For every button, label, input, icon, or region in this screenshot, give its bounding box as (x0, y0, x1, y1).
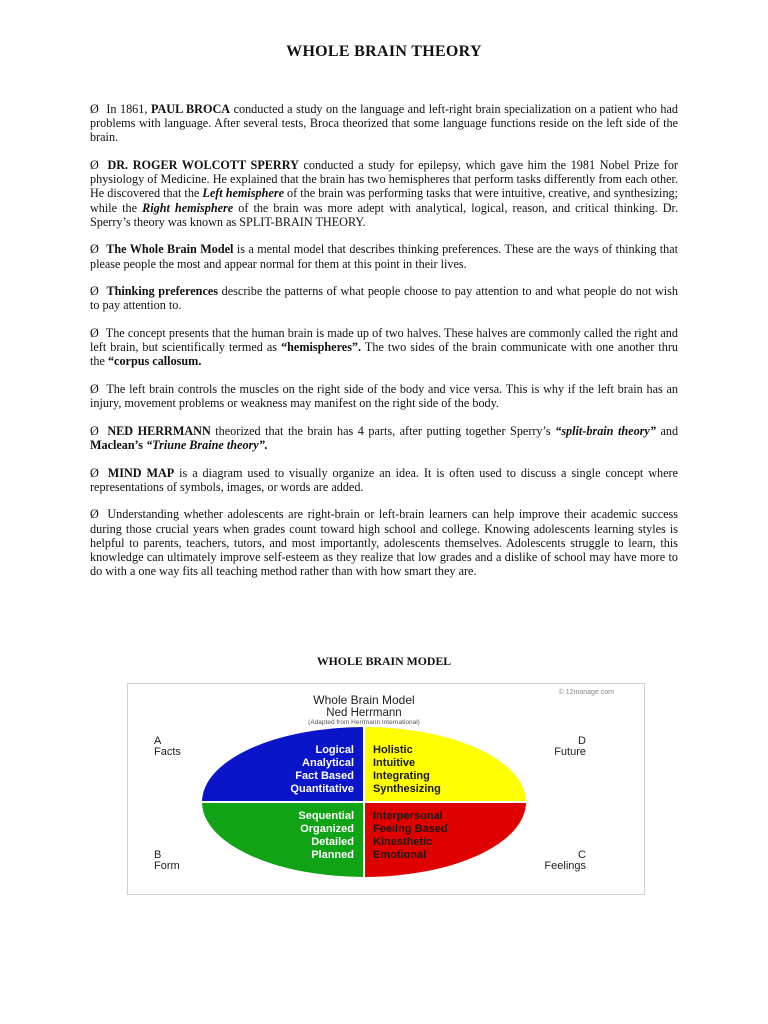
bullet-icon: Ø (90, 102, 99, 116)
quadrant-c-item: Interpersonal (373, 810, 443, 822)
paragraph-herrmann: Ø NED HERRMANN theorized that the brain has 4 parts, after putting together Sperry’s “split-brain theory” and Maclean’s “Triune Braine theory”. (90, 423, 679, 452)
quadrant-b-item: Detailed (311, 836, 354, 848)
paragraph-hemispheres: Ø The concept presents that the human brain is made up of two halves. These halves are commonly called the right and left brain, but scientifically termed as “hemispheres”. The two sides of the brain communicate with one another thru the “corpus callosum. (90, 326, 679, 369)
figure-title: Whole Brain Model (313, 693, 415, 707)
quadrant-d-item: Integrating (373, 770, 430, 782)
quadrant-d-item: Synthesizing (373, 783, 441, 795)
bullet-icon: Ø (90, 423, 99, 438)
page-title: WHOLE BRAIN THEORY (286, 43, 482, 60)
quadrant-a-letter: A (154, 735, 162, 747)
paragraph-sperry: Ø DR. ROGER WOLCOTT SPERRY conducted a study for epilepsy, which gave him the 1981 Nobel Prize for physiology of Medicine. He explained that the brain has two hemispheres that perform tasks differently from each other. He discovered that the Left hemisphere of the brain was performing tasks that were intuitive, creative, and synthesizing; while the Right hemisphere of the brain was more adept with analytical, logical, reason, and critical thinking. Dr. Sperry’s theory was known as SPLIT-BRAIN THEORY. (90, 158, 679, 229)
paragraph-thinking-preferences: Ø Thinking preferences describe the patterns of what people choose to pay attention to and what people do not wish to pay attention to. (90, 284, 679, 313)
paragraph-broca: Ø In 1861, PAUL BROCA conducted a study on the language and left-right brain specialization on a patient who had problems with language. After several tests, Broca theorized that some language functions reside on the left side of the brain. (90, 102, 679, 145)
bullet-icon: Ø (90, 326, 99, 340)
quadrant-a-item: Logical (315, 744, 354, 756)
quadrant-b-label: Form (154, 860, 180, 872)
quadrant-a-item: Analytical (302, 757, 354, 769)
quadrant-d-label: Future (554, 746, 586, 758)
whole-brain-diagram (128, 684, 644, 894)
quadrant-c-item: Feeling Based (373, 823, 448, 835)
bullet-icon: Ø (90, 242, 99, 257)
quadrant-c-letter: C (578, 849, 586, 861)
figure-subtitle: Ned Herrmann (326, 707, 402, 719)
whole-brain-model-figure (127, 683, 645, 895)
quadrant-a-item: Quantitative (290, 783, 354, 795)
quadrant-b-letter: B (154, 849, 162, 861)
bullet-icon: Ø (90, 507, 99, 522)
paragraph-mind-map: Ø MIND MAP is a diagram used to visually organize an idea. It is often used to discuss a single concept where representations of symbols, images, or words are added. (90, 465, 678, 494)
paragraph-adolescents: Ø Understanding whether adolescents are right-brain or left-brain learners can help improve their academic success during those crucial years when grades count toward high school and college. Knowing adolescents learning styles is helpful to parents, teachers, tutors, and most importantly, adolescents themselves. Adolescents struggle to learn, this knowledge can ultimately improve self-esteem as they realize that low grades and a dislike of school may have more to do with a one way fits all teaching method rather than with how smart they are. (90, 507, 678, 579)
paragraph-left-brain: Ø The left brain controls the muscles on the right side of the body and vice versa. This is why if the left brain has an injury, movement problems or weakness may manifest on the right side of the body. (90, 382, 678, 411)
quadrant-a-label: Facts (154, 746, 181, 758)
paragraph-whole-brain-model: Ø The Whole Brain Model is a mental model that describes thinking preferences. These are the ways of thinking that please people the most and appear normal for them at this point in their lives. (90, 242, 679, 271)
quadrant-d-letter: D (578, 735, 586, 747)
quadrant-a-item: Fact Based (295, 770, 354, 782)
quadrant-c-item: Emotional (373, 849, 427, 861)
quadrant-b-item: Organized (300, 823, 354, 835)
quadrant-c-label: Feelings (544, 860, 586, 872)
bullet-icon: Ø (90, 158, 99, 172)
bullet-icon: Ø (90, 465, 99, 480)
bullet-icon: Ø (90, 382, 99, 396)
quadrant-b-item: Sequential (298, 810, 354, 822)
document-body (90, 102, 678, 592)
bullet-icon: Ø (90, 284, 99, 299)
model-heading: WHOLE BRAIN MODEL (316, 654, 452, 668)
quadrant-b-item: Planned (311, 849, 354, 861)
quadrant-d-item: Holistic (373, 744, 413, 756)
quadrant-d-item: Intuitive (373, 757, 416, 769)
quadrant-c-item: Kinesthetic (373, 836, 433, 848)
figure-watermark: © 12manage.com (558, 689, 614, 696)
figure-note: (Adapted from Herrmann International) (308, 719, 420, 726)
